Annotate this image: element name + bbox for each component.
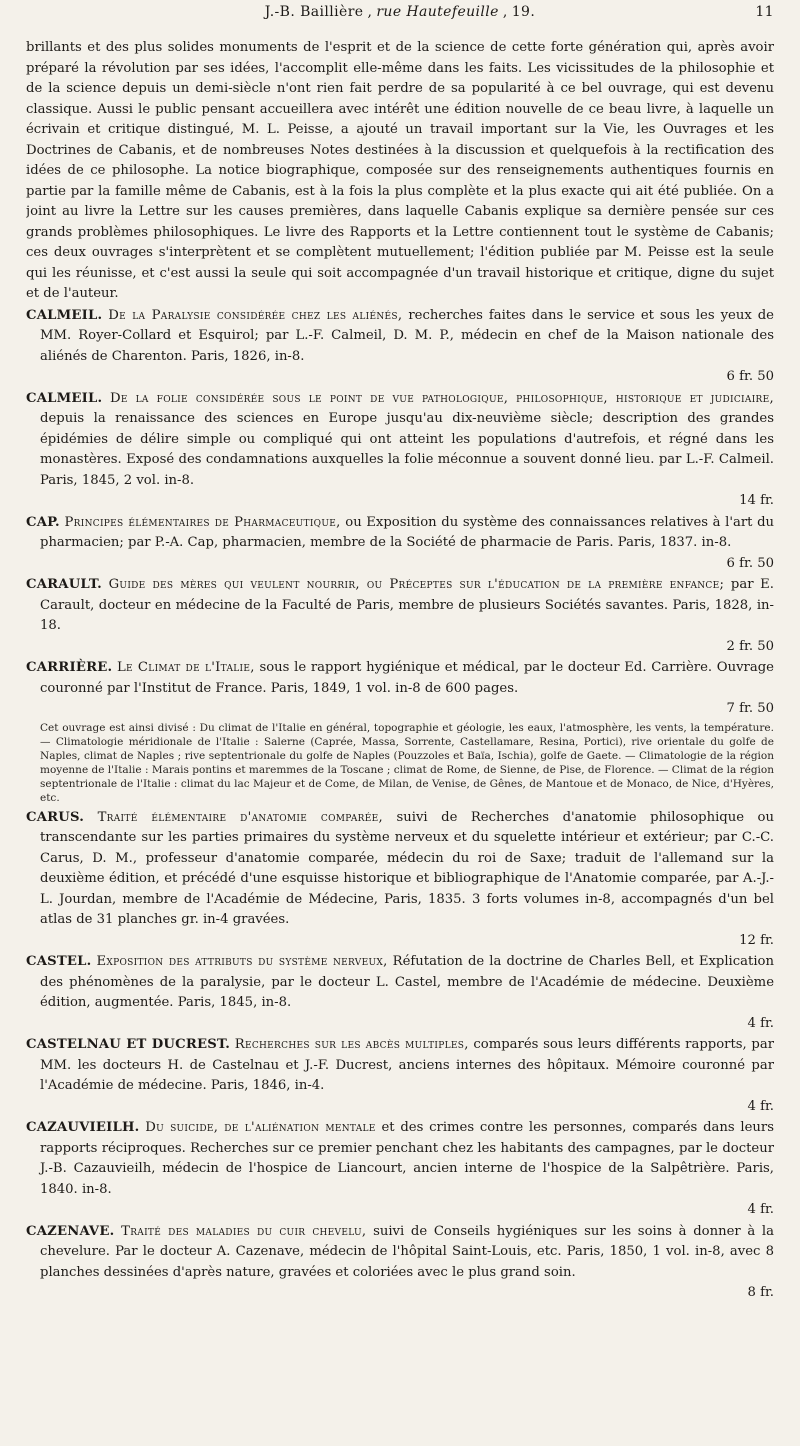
catalog-entry xyxy=(26,808,774,952)
entry-price: 12 fr. xyxy=(739,932,774,948)
document-page xyxy=(26,4,774,1442)
entry-author: CASTEL. xyxy=(26,954,92,969)
catalog-entry xyxy=(26,389,774,512)
entry-author: CALMEIL. xyxy=(26,390,103,406)
entry-text: Réfutation de la doctrine de Charles Bell, et Explication des phénomènes de la paralysie, par le docteur L. Castel, membre de l'Académie de médecine. Deuxième édition, augmentée. Paris, 1845, in-8. xyxy=(40,954,774,1010)
running-head xyxy=(26,4,774,30)
entry-title: Du suicide, de l'aliénation mentale xyxy=(145,1120,376,1135)
entry-price: 7 fr. 50 xyxy=(726,701,774,716)
entry-title: De la folie considérée sous le point de vue pathologique, philosophique, historique et judiciaire, xyxy=(109,390,774,406)
entry-author: CAZAUVIEILH. xyxy=(26,1120,140,1135)
entry-text: sous le rapport hygiénique et médical, par le docteur Ed. Carrière. Ouvrage couronné par l'Institut de France. Paris, 1849, 1 vol. in-8 de 600 pages. xyxy=(40,660,774,696)
catalog-entry xyxy=(26,513,774,575)
publisher-name: J.-B. Baillière xyxy=(264,4,364,20)
entry-title: De la Paralysie considérée chez les aliénés, xyxy=(108,307,403,323)
entry-text: par E. Carault, docteur en médecine de la Faculté de Paris, membre de plusieurs Sociétés savantes. Paris, 1828, in-18. xyxy=(40,577,774,633)
entry-title: Guide des mères qui veulent nourrir, ou Préceptes sur l'éducation de la première enfance; xyxy=(108,577,725,592)
entry-author: CAZENAVE. xyxy=(26,1223,115,1239)
entry-text: brillants et des plus solides monuments de l'esprit et de la science de cette forte génération qui, après avoir préparé la révolution par ses idées, l'accomplit elle-même dans les faits. Les vicissitudes de la philosophie et de la science depuis un demi-siècle n'ont rien fait perdre de sa popularité à ce bel ouvrage, qui est devenu classique. Aussi le public pensant accueillera avec intérêt une édition nouvelle de ce beau livre, à laquelle un écrivain et critique distingué, M. L. Peisse, a ajouté un travail important sur la Vie, les Ouvrages et les Doctrines de Cabanis, et de nombreuses Notes destinées à la discussion et quelquefois à la rectification des idées de ce philosophe. La notice biographique, composée sur des renseignements authentiques fournis en partie par la famille même de Cabanis, est à la fois la plus complète et la plus exacte qui ait été publiée. On a joint au livre la Lettre sur les causes premières, dans laquelle Cabanis explique sa dernière pensée sur ces grands problèmes philosophiques. Le livre des Rapports et la Lettre contiennent tout le système de Cabanis; ces deux ouvrages s'interprètent et se complètent mutuellement; l'édition publiée par M. Peisse est la seule qui les réunisse, et c'est aussi la seule qui soit accompagnée d'un travail historique et critique, digne du sujet et de l'auteur. xyxy=(26,40,774,301)
entry-text: recherches faites dans le service et sous les yeux de MM. Royer-Collard et Esquirol; par L.-F. Calmeil, D. M. P., médecin en chef de la Maison nationale des aliénés de Charenton. Paris, 1826, in-8. xyxy=(40,307,774,364)
entry-title: Le Climat de l'Italie, xyxy=(116,660,255,675)
catalog-entries xyxy=(26,38,774,1304)
entry-note: Cet ouvrage est ainsi divisé : Du climat de l'Italie en général, topographie et géologie, les eaux, l'atmosphère, les vents, la température. — Climatologie méridionale de l'Italie : Salerne (Caprée, Massa, Sorrente, Castellamare, Resina, Portici), rive orientale du golfe de Naples, climat de Naples ; rive septentrionale du golfe de Naples (Pouzzoles et Baïa, Ischia), golfe de Gaete. — Climatologie de la région moyenne de l'Italie : Marais pontins et maremmes de la Toscane ; climat de Rome, de Sienne, de Pise, de Florence. — Climat de la région septentrionale de l'Italie : climat du lac Majeur et de Come, de Milan, de Venise, de Gênes, de Mantoue et de Monaco, de Nice, d'Hyères, etc. xyxy=(40,721,774,804)
entry-author: CAP. xyxy=(26,514,60,530)
catalog-entry xyxy=(26,306,774,388)
catalog-entry xyxy=(26,575,774,657)
entry-author: CARRIÈRE. xyxy=(26,660,113,675)
entry-text: depuis la renaissance des sciences en Europe jusqu'au dix-neuvième siècle; description des grandes épidémies de délire simple ou compliqué qui ont atteint les populations d'autrefois, et régné dans les monastères. Exposé des condamnations auxquelles la folie méconnue a souvent donné lieu. par L.-F. Calmeil. Paris, 1845, 2 vol. in-8. xyxy=(40,411,774,488)
entry-price: 6 fr. 50 xyxy=(726,369,774,384)
publisher-address: rue Hautefeuille xyxy=(376,4,499,20)
entry-price: 4 fr. xyxy=(747,1098,774,1114)
entry-text: suivi de Conseils hygiéniques sur les soins à donner à la chevelure. Par le docteur A. Cazenave, médecin de l'hôpital Saint-Louis, etc. Paris, 1850, 1 vol. in-8, avec 8 planches dessinées d'après nature, gravées et coloriées avec le plus grand soin. xyxy=(40,1223,774,1280)
entry-title: Principes élémentaires de Pharmaceutique, xyxy=(64,514,341,530)
entry-text: et des crimes contre les personnes, comparés dans leurs rapports réciproques. Recherches sur ce premier penchant chez les habitants des campagnes, par le docteur J.-B. Cazauvieilh, médecin de l'hospice de Liancourt, ancien interne de l'hospice de la Salpêtrière. Paris, 1840. in-8. xyxy=(40,1120,774,1197)
entry-title: Recherches sur les abcès multiples, xyxy=(234,1037,469,1052)
catalog-entry xyxy=(26,1118,774,1221)
entry-author: CASTELNAU ET DUCREST. xyxy=(26,1037,231,1052)
entry-text: ou Exposition du système des connaissances relatives à l'art du pharmacien; par P.-A. Cap, pharmacien, membre de la Société de pharmacie de Paris. Paris, 1837. in-8. xyxy=(40,514,774,550)
catalog-entry xyxy=(26,952,774,1034)
catalog-entry xyxy=(26,1222,774,1304)
entry-author: CARUS. xyxy=(26,809,85,825)
entry-author: CALMEIL. xyxy=(26,307,103,323)
entry-price: 14 fr. xyxy=(739,493,774,508)
street-number: 19. xyxy=(511,4,536,20)
catalog-entry-continued xyxy=(26,38,774,305)
entry-text: suivi de Recherches d'anatomie philosophique ou transcendante sur les parties primaires du système nerveux et du squelette intérieur et extérieur; par C.-C. Carus, D. M., professeur d'anatomie comparée, médecin du roi de Saxe; traduit de l'allemand sur la deuxième édition, et précédé d'une esquisse historique et bibliographique de l'Anatomie comparée, par A.-J.-L. Jourdan, membre de l'Académie de Médecine, Paris, 1835. 3 forts volumes in-8, accompagnés d'un bel atlas de 31 planches gr. in-4 gravées. xyxy=(40,809,774,927)
entry-price: 4 fr. xyxy=(747,1015,774,1031)
entry-price: 8 fr. xyxy=(747,1285,774,1300)
entry-price: 6 fr. 50 xyxy=(726,555,774,571)
entry-title: Traité des maladies du cuir chevelu, xyxy=(121,1223,367,1239)
entry-title: Exposition des attributs du système nerveux, xyxy=(96,954,388,969)
entry-text: comparés sous leurs différents rapports, par MM. les docteurs H. de Castelnau et J.-F. Ducrest, anciens internes des hôpitaux. Mémoire couronné par l'Académie de médecine. Paris, 1846, in-4. xyxy=(40,1037,774,1093)
separator: , xyxy=(502,4,508,20)
page-number: 11 xyxy=(755,4,774,20)
entry-price: 2 fr. 50 xyxy=(726,638,774,654)
separator: , xyxy=(367,4,373,20)
catalog-entry xyxy=(26,1035,774,1117)
entry-title: Traité élémentaire d'anatomie comparée, xyxy=(97,809,383,825)
catalog-entry xyxy=(26,658,774,805)
entry-author: CARAULT. xyxy=(26,577,102,592)
entry-price: 4 fr. xyxy=(747,1202,774,1217)
